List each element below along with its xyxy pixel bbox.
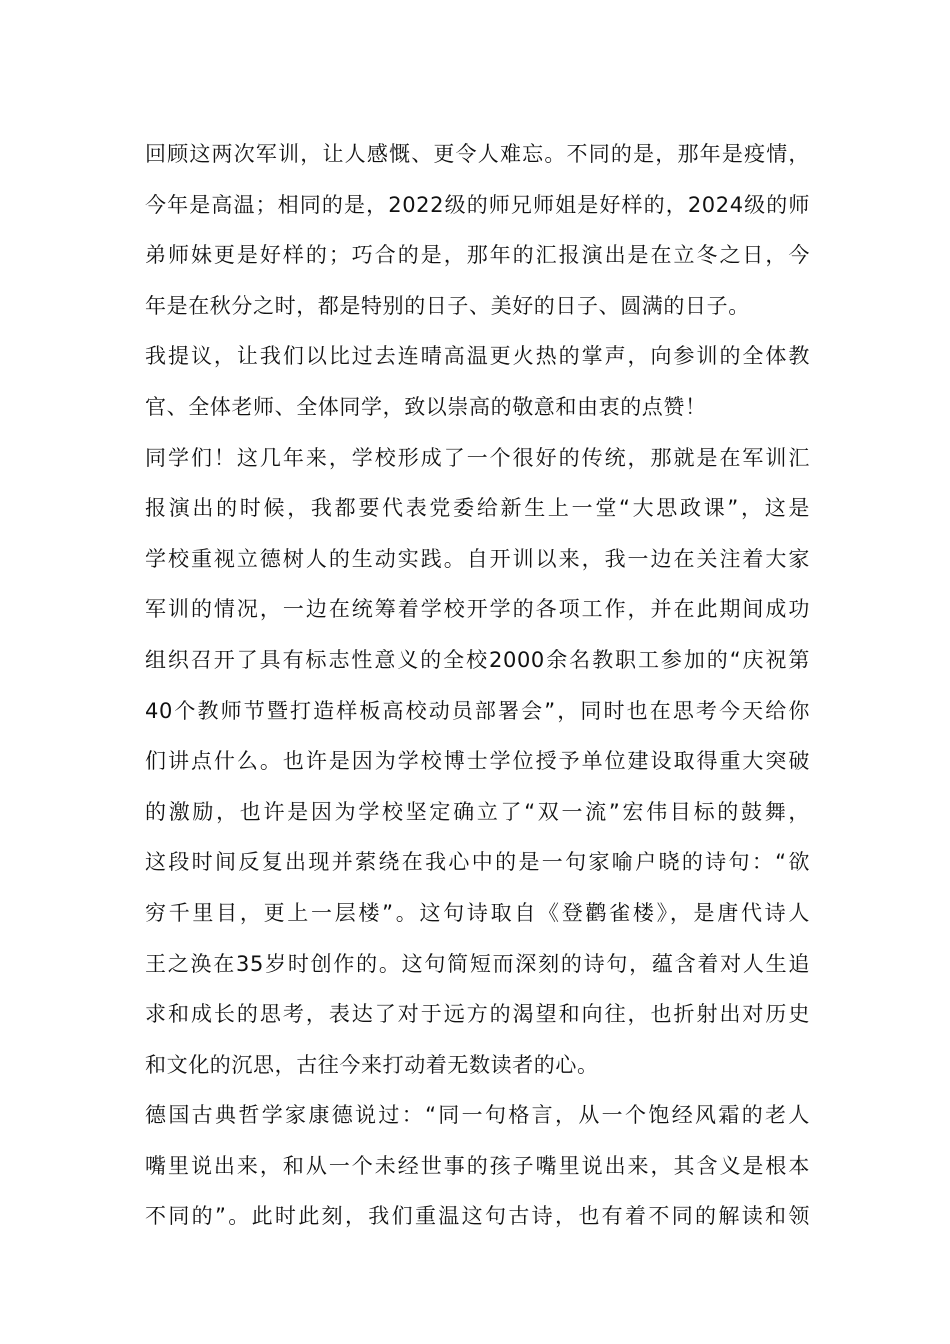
text-line: 组织召开了具有标志性意义的全校2000余名教职工参加的“庆祝第 (145, 647, 810, 672)
text-line: 今年是高温；相同的是，2022级的师兄师姐是好样的，2024级的师 (145, 192, 810, 217)
text-line: 回顾这两次军训，让人感慨、更令人难忘。不同的是，那年是疫情， (145, 142, 810, 166)
text-line: 和文化的沉思，古往今来打动着无数读者的心。 (145, 1052, 599, 1077)
text-line: 的激励，也许是因为学校坚定确立了“双一流”宏伟目标的鼓舞， (145, 799, 810, 824)
text-line: 40个教师节暨打造样板高校动员部署会”，同时也在思考今天给你 (145, 698, 810, 723)
text-line: 学校重视立德树人的生动实践。自开训以来，我一边在关注着大家 (145, 546, 810, 571)
text-line: 报演出的时候，我都要代表党委给新生上一堂“大思政课”，这是 (145, 496, 810, 521)
text-line: 求和成长的思考，表达了对于远方的渴望和向往，也折射出对历史 (145, 1002, 810, 1027)
text-line: 同学们！这几年来，学校形成了一个很好的传统，那就是在军训汇 (145, 445, 810, 470)
text-line: 年是在秋分之时，都是特别的日子、美好的日子、圆满的日子。 (145, 293, 750, 318)
text-line: 军训的情况，一边在统筹着学校开学的各项工作，并在此期间成功 (145, 597, 810, 622)
text-line: 我提议，让我们以比过去连晴高温更火热的掌声，向参训的全体教 (145, 344, 810, 369)
text-line: 王之涣在35岁时创作的。这句简短而深刻的诗句，蕴含着对人生追 (145, 951, 810, 976)
text-line: 弟师妹更是好样的；巧合的是，那年的汇报演出是在立冬之日，今 (145, 243, 810, 268)
text-line: 嘴里说出来，和从一个未经世事的孩子嘴里说出来，其含义是根本 (145, 1153, 810, 1178)
document-body (145, 129, 810, 1242)
text-line: 德国古典哲学家康德说过：“同一句格言，从一个饱经风霜的老人 (145, 1103, 810, 1128)
text-line: 不同的”。此时此刻，我们重温这句古诗，也有着不同的解读和领 (145, 1204, 810, 1229)
text-line: 这段时间反复出现并萦绕在我心中的是一句家喻户晓的诗句：“欲 (145, 850, 810, 875)
text-line: 官、全体老师、全体同学，致以崇高的敬意和由衷的点赞！ (145, 394, 707, 419)
text-line: 们讲点什么。也许是因为学校博士学位授予单位建设取得重大突破 (145, 749, 810, 774)
text-line: 穷千里目，更上一层楼”。这句诗取自《登鹳雀楼》，是唐代诗人 (145, 900, 810, 925)
